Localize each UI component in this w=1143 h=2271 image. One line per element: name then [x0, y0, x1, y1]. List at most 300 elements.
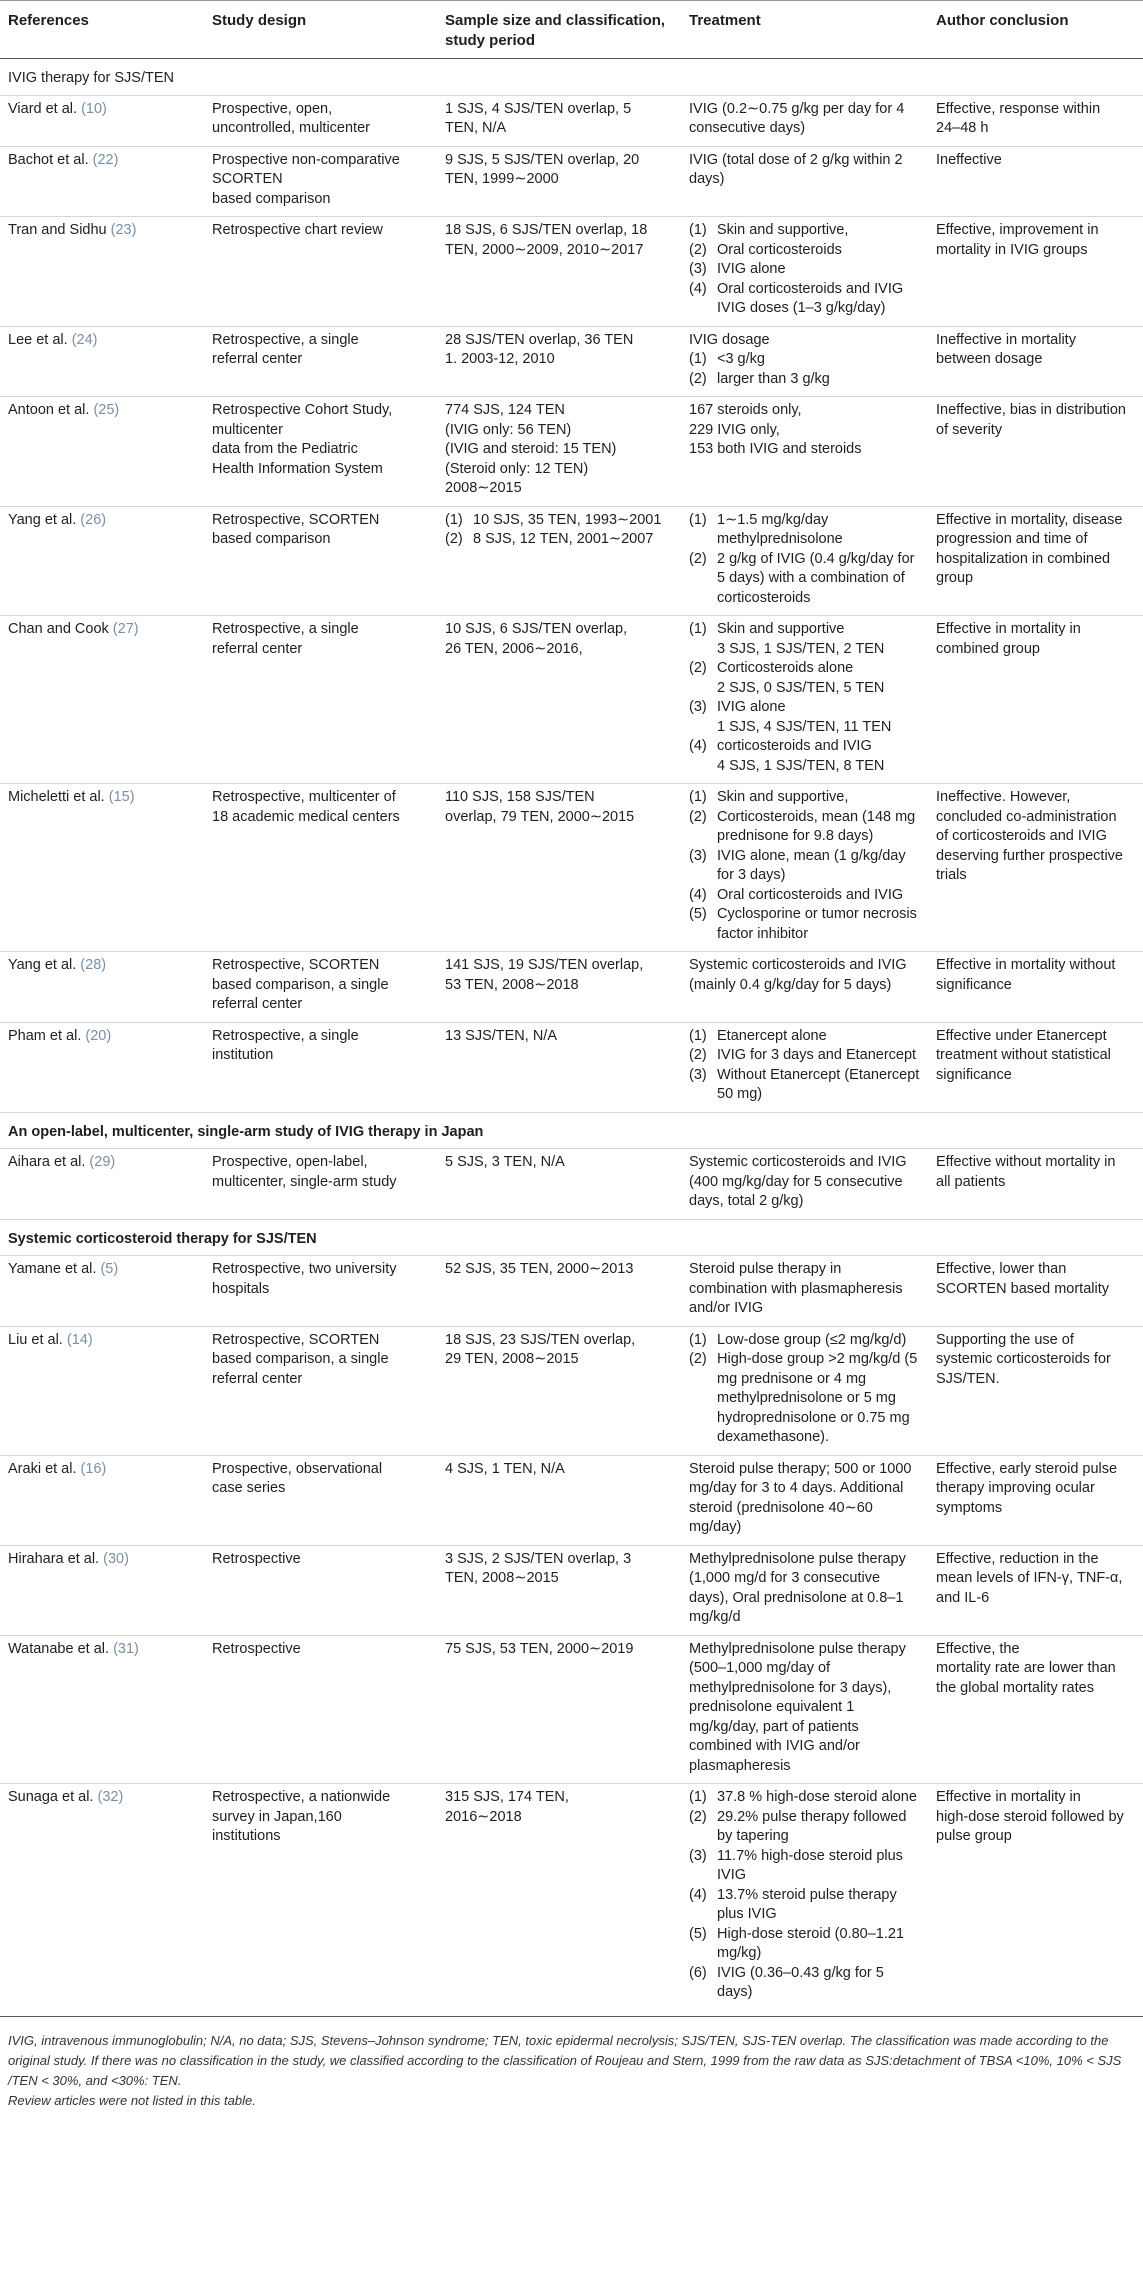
conclusion-cell: [928, 784, 1143, 952]
treatment-cell-text: 229 IVIG only,: [689, 421, 780, 438]
conclusion-cell-line: progression and time of: [936, 531, 1088, 547]
treatment-cell: [681, 1326, 928, 1455]
conclusion-cell-line: trials: [936, 867, 967, 883]
sample-cell-line: 3 SJS, 2 SJS/TEN overlap, 3: [445, 1550, 632, 1567]
section-heading: An open-label, multicenter, single-arm study of IVIG therapy in Japan: [0, 1112, 1143, 1149]
treatment-cell-item: [689, 1350, 922, 1448]
conclusion-cell: [928, 1635, 1143, 1784]
table-row: [0, 1256, 1143, 1327]
item-text: 13.7% steroid pulse therapy plus IVIG: [717, 1886, 897, 1922]
reference-cell: [0, 146, 204, 217]
item-number: (2): [689, 1047, 707, 1063]
treatment-cell-detail: 3 SJS, 1 SJS/TEN, 2 TEN: [717, 640, 885, 657]
table-row: [0, 1545, 1143, 1635]
study-design-cell-line: institution: [212, 1047, 274, 1063]
table-row: [0, 95, 1143, 146]
sample-cell: [437, 1256, 681, 1327]
item-text: Oral corticosteroids: [717, 241, 842, 258]
treatment-cell: [681, 146, 928, 217]
treatment-cell-text: 167 steroids only,: [689, 402, 802, 418]
conclusion-cell-line: Effective in mortality in: [936, 1789, 1081, 1805]
item-text: 1∼1.5 mg/kg/day methylprednisolone: [717, 511, 843, 547]
reference-cell: [0, 1545, 204, 1635]
conclusion-cell: [928, 217, 1143, 327]
item-text: Cyclosporine or tumor necrosis factor inhibitor: [717, 906, 917, 942]
item-number: (2): [689, 1351, 707, 1367]
conclusion-cell-line: symptoms: [936, 1499, 1003, 1516]
study-design-cell-line: survey in Japan,160: [212, 1808, 342, 1825]
item-number: (3): [689, 699, 707, 715]
sample-cell-line: TEN, 2008∼2015: [445, 1570, 559, 1586]
study-design-cell-line: Retrospective, a nationwide: [212, 1789, 391, 1805]
sample-cell-line: (IVIG and steroid: 15 TEN): [445, 441, 617, 457]
section-heading-row: [0, 59, 1143, 96]
treatment-cell-item: [689, 1964, 922, 2003]
study-design-cell-line: uncontrolled, multicenter: [212, 120, 370, 136]
treatment-cell: [681, 784, 928, 952]
sample-cell-line: 18 SJS, 23 SJS/TEN overlap,: [445, 1331, 636, 1348]
treatment-cell-item: [689, 1808, 922, 1847]
study-design-cell: [204, 217, 437, 327]
item-text: IVIG alone: [717, 699, 786, 715]
study-design-cell: [204, 784, 437, 952]
treatment-cell-item: [689, 241, 922, 261]
sample-cell: [437, 506, 681, 616]
study-design-cell: [204, 1326, 437, 1455]
treatment-cell-item: [689, 1847, 922, 1886]
sample-cell-line: 18 SJS, 6 SJS/TEN overlap, 18: [445, 222, 648, 238]
treatment-cell-item: [689, 511, 922, 550]
table-row: [0, 326, 1143, 397]
citation-link[interactable]: (28): [80, 957, 107, 973]
study-design-cell-line: Retrospective Cohort Study,: [212, 402, 393, 418]
sample-cell: [437, 1635, 681, 1784]
item-text: 29.2% pulse therapy followed by tapering: [717, 1808, 907, 1844]
conclusion-cell-line: significance: [936, 1066, 1012, 1083]
reference-author: Yamane et al.: [8, 1261, 97, 1277]
treatment-cell: [681, 616, 928, 784]
item-text: corticosteroids and IVIG: [717, 738, 872, 754]
table-row: [0, 1635, 1143, 1784]
conclusion-cell: [928, 616, 1143, 784]
study-design-cell-line: based comparison, a single: [212, 976, 389, 993]
header-treatment: Treatment: [689, 12, 761, 29]
item-number: (4): [689, 280, 707, 297]
sample-cell-line: (IVIG only: 56 TEN): [445, 421, 572, 438]
treatment-cell-text: IVIG (0.2∼0.75 g/kg per day for 4 consecutive days): [689, 100, 905, 136]
reference-cell: [0, 952, 204, 1023]
citation-link[interactable]: (10): [81, 100, 107, 117]
conclusion-cell-line: all patients: [936, 1173, 1006, 1190]
item-text: Low-dose group (≤2 mg/kg/d): [717, 1331, 907, 1348]
study-design-cell-line: Retrospective: [212, 1550, 301, 1567]
conclusion-cell-line: SJS/TEN.: [936, 1370, 1000, 1387]
reference-cell: [0, 397, 204, 507]
study-design-cell-line: Retrospective, SCORTEN: [212, 957, 380, 973]
item-text: 10 SJS, 35 TEN, 1993∼2001: [473, 511, 662, 528]
sample-cell: [437, 1326, 681, 1455]
citation-link[interactable]: (16): [80, 1460, 107, 1477]
conclusion-cell-line: mortality rate are lower than: [936, 1660, 1116, 1676]
reference-cell: [0, 326, 204, 397]
sample-cell: [437, 95, 681, 146]
treatment-cell-text: Systemic corticosteroids and IVIG (400 mg/kg/day for 5 consecutive days, total 2 g/kg): [689, 1154, 907, 1209]
study-design-cell: [204, 1022, 437, 1112]
conclusion-cell-line: Effective, the: [936, 1640, 1020, 1657]
reference-author: Hirahara et al.: [8, 1550, 100, 1567]
item-text: Corticosteroids alone: [717, 660, 854, 676]
table-header: [0, 1, 1143, 59]
treatment-cell-item: [689, 788, 922, 808]
conclusion-cell-line: hospitalization in combined: [936, 550, 1111, 567]
item-text: IVIG for 3 days and Etanercept: [717, 1047, 917, 1063]
conclusion-cell-line: 24–48 h: [936, 120, 989, 136]
item-number: (4): [689, 886, 707, 903]
table-row: [0, 1784, 1143, 2010]
sample-cell-line: 315 SJS, 174 TEN,: [445, 1789, 569, 1805]
citation-link[interactable]: (24): [71, 331, 98, 348]
footnote-review-note: Review articles were not listed in this table.: [8, 2092, 256, 2108]
sample-cell-item: [445, 511, 675, 531]
conclusion-cell-line: systemic corticosteroids for: [936, 1351, 1111, 1367]
conclusion-cell-line: Effective without mortality in: [936, 1154, 1116, 1170]
study-design-cell-line: Prospective, open,: [212, 100, 333, 117]
item-number: (4): [689, 1886, 707, 1903]
treatment-cell-text: Steroid pulse therapy in combination with plasmapheresis and/or IVIG: [689, 1261, 903, 1316]
study-design-cell: [204, 1455, 437, 1545]
footnote-abbreviations: IVIG, intravenous immunoglobulin; N/A, no data; SJS, Stevens–Johnson syndrome; TEN, toxic epidermal necrolysis; SJS/TEN, SJS-TEN overlap. The classification was made according to the original study. If there was no classification in the study, we classified according to the classification of Roujeau and Stern, 1999 from the raw data as SJS:detachment of TBSA <10%, 10% < SJS /TEN < 30%, and <30%: TEN.: [8, 2032, 1122, 2088]
treatment-cell: [681, 1022, 928, 1112]
item-number: (1): [445, 511, 463, 528]
conclusion-cell-line: treatment without statistical: [936, 1047, 1111, 1063]
treatment-cell-detail: 4 SJS, 1 SJS/TEN, 8 TEN: [717, 757, 885, 774]
treatment-cell-item: [689, 737, 922, 757]
treatment-cell-item: [689, 808, 922, 847]
item-text: 37.8 % high-dose steroid alone: [717, 1789, 917, 1805]
citation-link[interactable]: (31): [113, 1640, 139, 1657]
sample-cell: [437, 217, 681, 327]
section-heading: Systemic corticosteroid therapy for SJS/TEN: [0, 1219, 1143, 1256]
treatment-cell-detail: 1 SJS, 4 SJS/TEN, 11 TEN: [717, 718, 892, 735]
table-body: [0, 59, 1143, 2010]
item-text: IVIG (0.36–0.43 g/kg for 5 days): [717, 1964, 884, 2000]
reference-author: Yang et al.: [8, 511, 77, 528]
item-number: (2): [689, 660, 707, 676]
treatment-cell-item: [689, 1046, 922, 1066]
header-sample-size: Sample size and classification, study period: [445, 12, 666, 49]
item-text: larger than 3 g/kg: [717, 370, 830, 387]
sample-cell-line: 53 TEN, 2008∼2018: [445, 976, 579, 993]
treatment-cell-item: [689, 280, 922, 300]
conclusion-cell: [928, 397, 1143, 507]
reference-author: Sunaga et al.: [8, 1789, 94, 1805]
sample-cell-line: 26 TEN, 2006∼2016,: [445, 640, 583, 657]
item-number: (3): [689, 1847, 707, 1864]
table-row: [0, 616, 1143, 784]
treatment-cell-item: [689, 659, 922, 679]
citation-link[interactable]: (20): [85, 1027, 112, 1044]
conclusion-cell-line: Effective under Etanercept: [936, 1027, 1107, 1044]
citation-link[interactable]: (23): [110, 222, 137, 238]
conclusion-cell: [928, 1784, 1143, 2010]
item-number: (2): [689, 370, 707, 387]
study-design-cell: [204, 146, 437, 217]
conclusion-cell: [928, 95, 1143, 146]
study-design-cell-line: Health Information System: [212, 460, 383, 477]
item-text: IVIG alone, mean (1 g/kg/day for 3 days): [717, 847, 906, 883]
sample-cell: [437, 1545, 681, 1635]
item-number: (2): [689, 808, 707, 825]
study-design-cell: [204, 397, 437, 507]
reference-author: Yang et al.: [8, 957, 77, 973]
conclusion-cell: [928, 1256, 1143, 1327]
conclusion-cell-line: significance: [936, 976, 1012, 993]
treatment-cell-detail: IVIG doses (1–3 g/kg/day): [717, 300, 886, 316]
reference-cell: [0, 1149, 204, 1220]
reference-author: Watanabe et al.: [8, 1640, 110, 1657]
conclusion-cell-line: Effective in mortality in: [936, 621, 1081, 637]
sample-cell: [437, 616, 681, 784]
reference-cell: [0, 1326, 204, 1455]
sample-cell-line: 52 SJS, 35 TEN, 2000∼2013: [445, 1261, 634, 1277]
study-design-cell: [204, 1545, 437, 1635]
conclusion-cell: [928, 1149, 1143, 1220]
conclusion-cell-line: the global mortality rates: [936, 1679, 1094, 1696]
item-number: (2): [689, 241, 707, 258]
conclusion-cell-line: Effective, lower than: [936, 1261, 1067, 1277]
sample-cell-line: 774 SJS, 124 TEN: [445, 402, 565, 418]
conclusion-cell: [928, 952, 1143, 1023]
sample-cell-line: 10 SJS, 6 SJS/TEN overlap,: [445, 621, 628, 637]
study-design-cell-line: based comparison: [212, 190, 331, 207]
sample-cell-line: 13 SJS/TEN, N/A: [445, 1027, 558, 1044]
table-footnote: [0, 2016, 1143, 2111]
treatment-cell-item: [689, 260, 922, 280]
citation-link[interactable]: (5): [100, 1261, 119, 1277]
conclusion-cell-line: Ineffective in mortality: [936, 331, 1076, 348]
citation-link[interactable]: (26): [80, 511, 107, 528]
sample-cell-line: 4 SJS, 1 TEN, N/A: [445, 1460, 565, 1477]
treatment-cell-item: [689, 1886, 922, 1925]
conclusion-cell: [928, 506, 1143, 616]
sample-cell-line: 5 SJS, 3 TEN, N/A: [445, 1154, 565, 1170]
reference-cell: [0, 616, 204, 784]
treatment-cell-item: [689, 620, 922, 640]
study-design-cell: [204, 95, 437, 146]
item-number: (3): [689, 261, 707, 277]
study-design-cell-line: Retrospective, multicenter of: [212, 789, 396, 805]
study-design-cell-line: Retrospective, SCORTEN: [212, 511, 380, 528]
citation-link[interactable]: (14): [66, 1331, 93, 1348]
citation-link[interactable]: (22): [92, 151, 119, 168]
treatment-cell: [681, 1545, 928, 1635]
item-text: Skin and supportive,: [717, 789, 849, 805]
treatment-cell-text: Methylprednisolone pulse therapy (1,000 mg/d for 3 consecutive days), Oral prednisolone at 0.8–1 mg/kg/d: [689, 1550, 906, 1625]
conclusion-cell-line: Effective, reduction in the: [936, 1550, 1099, 1567]
sample-cell: [437, 784, 681, 952]
conclusion-cell-line: combined group: [936, 640, 1040, 657]
item-text: Skin and supportive,: [717, 222, 849, 238]
reference-cell: [0, 1256, 204, 1327]
table-row: [0, 1022, 1143, 1112]
conclusion-cell-line: Effective, response within: [936, 100, 1101, 117]
treatment-cell: [681, 1256, 928, 1327]
section-heading-row: [0, 1112, 1143, 1149]
conclusion-cell-line: mortality in IVIG groups: [936, 241, 1088, 258]
citation-link[interactable]: (30): [103, 1550, 129, 1567]
treatment-cell-item: [689, 550, 922, 609]
item-number: (1): [689, 1331, 707, 1348]
item-number: (1): [689, 789, 707, 805]
citation-link[interactable]: (15): [108, 789, 135, 805]
item-text: <3 g/kg: [717, 351, 765, 367]
treatment-cell: [681, 1149, 928, 1220]
study-design-cell: [204, 616, 437, 784]
conclusion-cell-line: between dosage: [936, 351, 1043, 367]
treatment-cell-item: [689, 1788, 922, 1808]
conclusion-cell-line: Ineffective, bias in distribution: [936, 402, 1126, 418]
table-row: [0, 146, 1143, 217]
conclusion-cell-line: Effective, early steroid pulse: [936, 1460, 1118, 1477]
treatment-cell-detail: 2 SJS, 0 SJS/TEN, 5 TEN: [717, 679, 885, 696]
sample-cell-line: TEN, 2000∼2009, 2010∼2017: [445, 241, 644, 258]
treatment-cell-item: [689, 1331, 922, 1351]
conclusion-cell-line: concluded co-administration: [936, 808, 1117, 825]
sample-cell-line: 1. 2003-12, 2010: [445, 351, 555, 367]
item-number: (3): [689, 1066, 707, 1083]
sample-cell-line: 9 SJS, 5 SJS/TEN overlap, 20: [445, 151, 640, 168]
citation-link[interactable]: (27): [112, 621, 139, 637]
treatment-cell-text: 153 both IVIG and steroids: [689, 441, 862, 457]
item-text: Oral corticosteroids and IVIG: [717, 886, 904, 903]
conclusion-cell: [928, 326, 1143, 397]
conclusion-cell: [928, 1545, 1143, 1635]
sample-cell-item: [445, 530, 675, 550]
reference-cell: [0, 784, 204, 952]
item-number: (1): [689, 621, 707, 637]
item-number: (1): [689, 1027, 707, 1044]
sample-cell-line: 2008∼2015: [445, 480, 522, 496]
study-design-cell-line: multicenter, single-arm study: [212, 1173, 397, 1190]
item-text: Without Etanercept (Etanercept 50 mg): [717, 1066, 920, 1102]
item-text: Skin and supportive: [717, 621, 845, 637]
item-text: Etanercept alone: [717, 1027, 827, 1044]
citation-link[interactable]: (29): [89, 1154, 116, 1170]
study-design-cell: [204, 1256, 437, 1327]
conclusion-cell-line: Effective in mortality, disease: [936, 511, 1123, 528]
table-row: [0, 1149, 1143, 1220]
table-row: [0, 506, 1143, 616]
header-row: [0, 1, 1143, 59]
treatment-cell-item: [689, 1925, 922, 1964]
table-row: [0, 1455, 1143, 1545]
conclusion-cell-line: Ineffective: [936, 151, 1002, 168]
reference-author: Aihara et al.: [8, 1154, 86, 1170]
conclusion-cell-line: Effective, improvement in: [936, 222, 1099, 238]
table-row: [0, 784, 1143, 952]
item-number: (3): [689, 847, 707, 864]
conclusion-cell-line: SCORTEN based mortality: [936, 1280, 1109, 1297]
item-number: (1): [689, 1789, 707, 1805]
sample-cell: [437, 146, 681, 217]
sample-cell-line: TEN, 1999∼2000: [445, 171, 559, 187]
reference-author: Araki et al.: [8, 1460, 77, 1477]
reference-author: Micheletti et al.: [8, 789, 105, 805]
study-design-cell-line: Prospective, observational: [212, 1460, 383, 1477]
conclusion-cell-line: of corticosteroids and IVIG: [936, 828, 1107, 844]
item-number: (1): [689, 511, 707, 528]
table-row: [0, 217, 1143, 327]
study-design-cell-line: Retrospective, SCORTEN: [212, 1331, 380, 1348]
sample-cell-line: 110 SJS, 158 SJS/TEN: [445, 789, 595, 805]
sample-cell-line: TEN, N/A: [445, 120, 507, 136]
study-design-cell-line: referral center: [212, 640, 303, 657]
item-text: Corticosteroids, mean (148 mg prednisone for 9.8 days): [717, 808, 916, 844]
study-design-cell-line: 18 academic medical centers: [212, 808, 400, 825]
conclusion-cell-line: high-dose steroid followed by: [936, 1808, 1124, 1825]
study-design-cell-line: SCORTEN: [212, 171, 283, 187]
reference-author: Lee et al.: [8, 331, 68, 348]
study-design-cell: [204, 506, 437, 616]
study-design-cell-line: hospitals: [212, 1280, 270, 1297]
treatment-cell-text: IVIG (total dose of 2 g/kg within 2 days): [689, 151, 903, 187]
sample-cell-line: 2016∼2018: [445, 1808, 522, 1825]
reference-cell: [0, 506, 204, 616]
item-number: (5): [689, 906, 707, 922]
conclusion-cell-line: Supporting the use of: [936, 1331, 1074, 1348]
conclusion-cell-line: Ineffective. However,: [936, 789, 1071, 805]
reference-author: Viard et al.: [8, 100, 78, 117]
item-text: 8 SJS, 12 TEN, 2001∼2007: [473, 531, 654, 547]
item-number: (2): [689, 1808, 707, 1825]
item-number: (1): [689, 222, 707, 238]
treatment-cell: [681, 952, 928, 1023]
sample-cell: [437, 1784, 681, 2010]
treatment-cell-item: [689, 221, 922, 241]
sample-cell-line: overlap, 79 TEN, 2000∼2015: [445, 808, 635, 825]
item-number: (2): [689, 550, 707, 567]
study-design-cell-line: Retrospective: [212, 1640, 301, 1657]
item-text: High-dose group >2 mg/kg/d (5 mg prednisone or 4 mg methylprednisolone or 5 mg hydroprednisolone or 0.75 mg dexamethasone).: [717, 1351, 918, 1445]
treatment-cell-text: Systemic corticosteroids and IVIG (mainly 0.4 g/kg/day for 5 days): [689, 957, 907, 993]
conclusion-cell-line: pulse group: [936, 1828, 1012, 1844]
treatment-cell-item: [689, 370, 922, 390]
study-design-cell-line: Prospective, open-label,: [212, 1154, 368, 1170]
treatment-cell-item: [689, 886, 922, 906]
conclusion-cell: [928, 146, 1143, 217]
sample-cell: [437, 397, 681, 507]
study-design-cell-line: Retrospective, a single: [212, 1027, 359, 1044]
conclusion-cell: [928, 1022, 1143, 1112]
citation-link[interactable]: (32): [97, 1789, 124, 1805]
item-number: (5): [689, 1925, 707, 1942]
treatment-cell-item: [689, 350, 922, 370]
treatment-cell-item: [689, 905, 922, 944]
sample-cell-line: 75 SJS, 53 TEN, 2000∼2019: [445, 1640, 634, 1657]
study-design-cell-line: referral center: [212, 1370, 303, 1387]
table-row: [0, 397, 1143, 507]
table-row: [0, 952, 1143, 1023]
section-heading: IVIG therapy for SJS/TEN: [8, 70, 174, 86]
citation-link[interactable]: (25): [93, 402, 120, 418]
conclusion-cell: [928, 1326, 1143, 1455]
item-text: High-dose steroid (0.80–1.21 mg/kg): [717, 1925, 905, 1961]
study-design-cell-line: case series: [212, 1480, 286, 1496]
reference-author: Bachot et al.: [8, 151, 89, 168]
study-design-cell: [204, 952, 437, 1023]
study-design-cell-line: Retrospective, a single: [212, 621, 359, 637]
header-study-design: Study design: [212, 12, 307, 29]
